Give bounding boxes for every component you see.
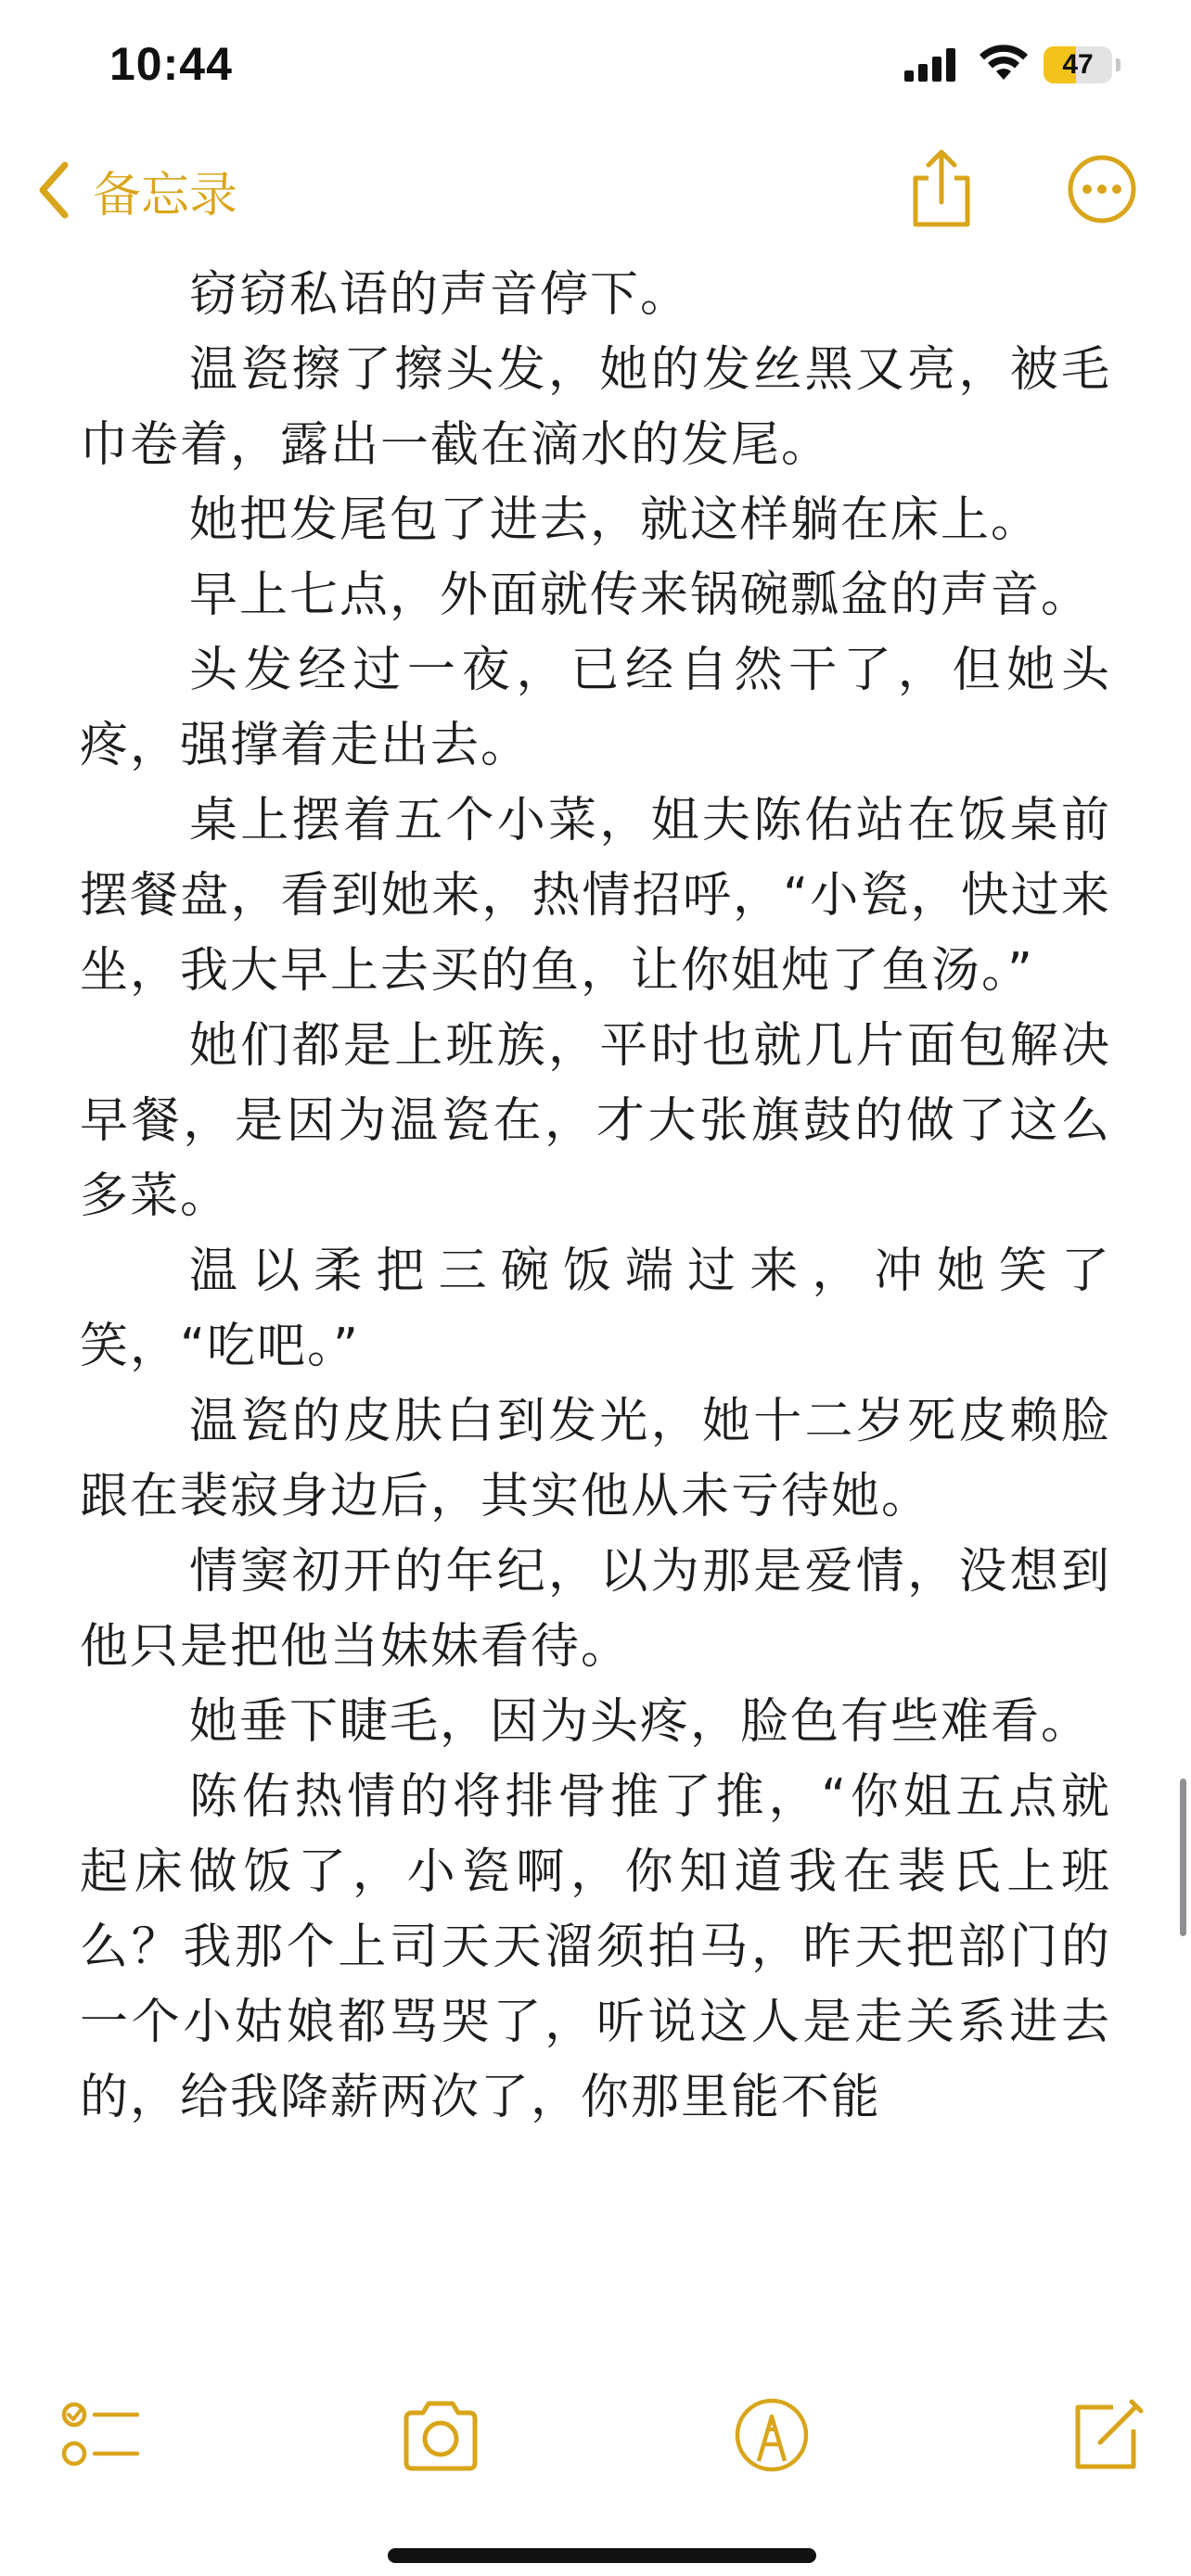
battery-body [1044,46,1112,83]
note-paragraph[interactable]: 头发经过一夜，已经自然干了，但她头疼，强撑着走出去。 [80,643,1111,773]
note-paragraph[interactable]: 温瓷的皮肤白到发光，她十二岁死皮赖脸跟在裴寂身边后，其实他从未亏待她。 [80,1394,1111,1524]
status-bar [0,0,1191,130]
note-paragraph[interactable]: 桌上摆着五个小菜，姐夫陈佑站在饭桌前摆餐盘，看到她来，热情招呼，“小瓷，快过来坐，我大早上去买的鱼，让你姐炖了鱼汤。” [80,793,1111,999]
battery-cap [1116,58,1121,71]
note-paragraph[interactable]: 她把发尾包了进去，就这样躺在床上。 [189,492,1042,548]
wifi-icon [979,45,1029,82]
note-paragraph[interactable]: 她们都是上班族，平时也就几片面包解决早餐，是因为温瓷在，才大张旗鼓的做了这么多菜。 [80,1018,1111,1224]
chevron-left-icon [35,159,72,221]
back-label: 备忘录 [93,167,238,223]
nav-bar [0,130,1191,250]
note-paragraph[interactable]: 窃窃私语的声音停下。 [189,267,691,323]
compose-icon[interactable] [1067,2396,1145,2474]
status-time: 10:44 [109,38,233,90]
battery-indicator [1044,46,1121,83]
home-indicator[interactable] [388,2548,816,2563]
checklist-icon[interactable] [61,2396,139,2474]
note-paragraph[interactable]: 温瓷擦了擦头发，她的发丝黑又亮，被毛巾卷着，露出一截在滴水的发尾。 [80,342,1111,473]
camera-icon[interactable] [399,2396,482,2474]
bottom-toolbar [0,2337,1191,2576]
more-icon[interactable] [1067,154,1137,224]
cellular-signal-icon [904,48,956,82]
note-body[interactable] [80,258,1111,2340]
note-paragraph[interactable]: 陈佑热情的将排骨推了推，“你姐五点就起床做饭了，小瓷啊，你知道我在裴氏上班么？我那个上司天天溜须拍马，昨天把部门的一个小姑娘都骂哭了，听说这人是走关系进去的，给我降薪两次了，你那里能不能 [80,1769,1111,2125]
note-paragraph[interactable]: 温以柔把三碗饭端过来，冲她笑了笑，“吃吧。” [80,1243,1111,1374]
note-paragraph[interactable]: 早上七点，外面就传来锅碗瓢盆的声音。 [189,567,1092,623]
scroll-indicator[interactable] [1180,1779,1186,1936]
note-paragraph[interactable]: 她垂下睫毛，因为头疼，脸色有些难看。 [189,1694,1092,1750]
note-paragraph[interactable]: 情窦初开的年纪，以为那是爱情，没想到他只是把他当妹妹看待。 [80,1544,1111,1675]
back-button[interactable] [35,158,237,223]
markup-pen-icon[interactable] [733,2396,811,2474]
share-icon[interactable] [904,147,979,230]
battery-level: 47 [1062,49,1094,80]
